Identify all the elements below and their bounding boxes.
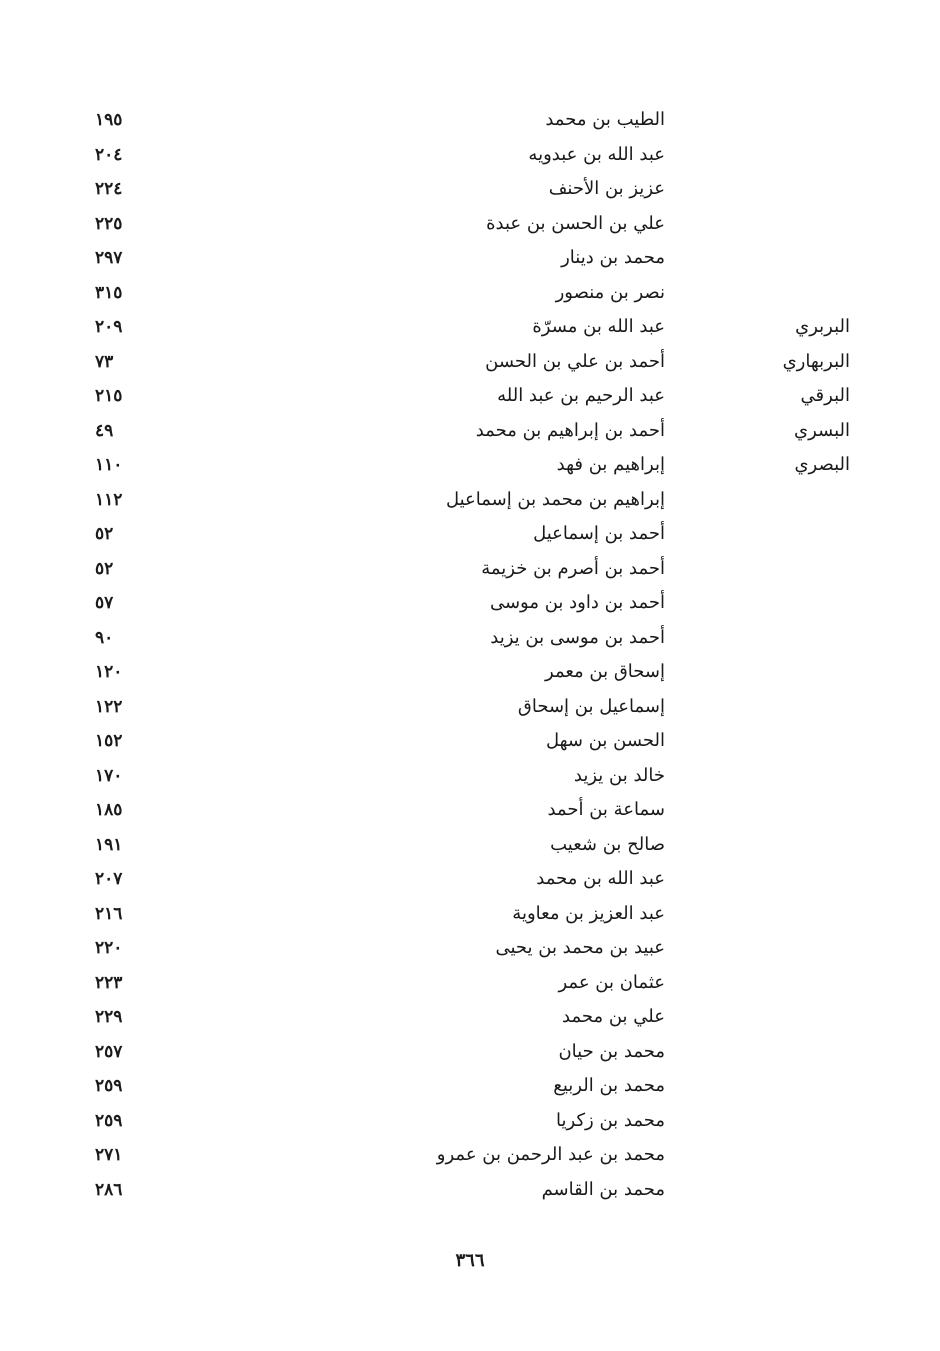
index-entry — [0, 724, 940, 759]
index-entry — [0, 483, 940, 518]
page-reference: ٣١٥ — [95, 282, 123, 303]
person-name: سماعة بن أحمد — [547, 799, 665, 820]
person-name: إسحاق بن معمر — [545, 661, 665, 682]
index-entry — [0, 172, 940, 207]
index-entry — [0, 276, 940, 311]
index-entry — [0, 793, 940, 828]
index-entry — [0, 1000, 940, 1035]
page-reference: ٥٧ — [95, 593, 114, 613]
index-entry — [0, 1069, 940, 1104]
index-entry — [0, 241, 940, 276]
nisba-heading: البسري — [794, 419, 850, 441]
page-reference: ١٢٠ — [95, 662, 123, 682]
page-reference: ٢٠٩ — [95, 317, 123, 337]
page-number: ٣٦٦ — [455, 1250, 485, 1271]
page-reference: ٢٢٤ — [95, 179, 123, 199]
person-name: أحمد بن علي بن الحسن — [485, 350, 665, 372]
person-name: أحمد بن موسى بن يزيد — [490, 626, 665, 648]
person-name: عثمان بن عمر — [558, 971, 665, 993]
person-name: إسماعيل بن إسحاق — [517, 695, 665, 717]
index-entry — [0, 862, 940, 897]
person-name: صالح بن شعيب — [550, 833, 665, 855]
person-name: عبد الله بن مسرّة — [532, 316, 665, 337]
page-reference: ٢١٦ — [95, 903, 123, 924]
person-name: الطيب بن محمد — [545, 109, 665, 130]
page-reference: ٢٢٠ — [95, 938, 123, 958]
nisba-heading: البربري — [795, 316, 850, 337]
index-entry — [0, 897, 940, 932]
page-reference: ١١٢ — [95, 489, 123, 510]
index-entry — [0, 379, 940, 414]
index-list — [0, 103, 940, 1207]
page-reference: ١٧٠ — [95, 765, 123, 786]
person-name: عبد العزيز بن معاوية — [512, 902, 665, 924]
index-entry — [0, 1035, 940, 1070]
nisba-heading: البربهاري — [782, 350, 850, 372]
index-entry — [0, 103, 940, 138]
person-name: أحمد بن أصرم بن خزيمة — [481, 557, 665, 579]
index-entry — [0, 138, 940, 173]
page-reference: ٢٠٤ — [95, 144, 123, 165]
index-entry — [0, 966, 940, 1001]
person-name: خالد بن يزيد — [573, 764, 665, 786]
person-name: عزيز بن الأحنف — [548, 178, 665, 199]
person-name: عبيد بن محمد بن يحيى — [495, 937, 665, 958]
person-name: أحمد بن إبراهيم بن محمد — [475, 419, 665, 441]
person-name: أحمد بن داود بن موسى — [489, 592, 665, 613]
person-name: محمد بن دينار — [561, 247, 665, 268]
page-reference: ٢٩٧ — [95, 248, 123, 268]
person-name: علي بن الحسن بن عبدة — [486, 212, 665, 234]
page-reference: ٢٠٧ — [95, 869, 123, 889]
index-entry — [0, 690, 940, 725]
index-entry — [0, 1104, 940, 1139]
index-entry — [0, 414, 940, 449]
page-reference: ٥٢ — [95, 558, 114, 579]
person-name: إبراهيم بن فهد — [556, 454, 665, 475]
page-reference: ٢١٥ — [95, 386, 123, 406]
index-entry — [0, 586, 940, 621]
nisba-heading: البصري — [794, 454, 850, 475]
person-name: محمد بن حيان — [558, 1040, 665, 1062]
person-name: محمد بن زكريا — [556, 1109, 665, 1131]
page-reference: ٥٢ — [95, 524, 114, 544]
person-name: عبد الرحيم بن عبد الله — [497, 385, 665, 406]
nisba-heading: البرقي — [800, 385, 850, 406]
person-name: محمد بن عبد الرحمن بن عمرو — [436, 1144, 665, 1165]
person-name: عبد الله بن عبدويه — [528, 143, 665, 165]
index-entry — [0, 448, 940, 483]
index-entry — [0, 552, 940, 587]
page-reference: ٢٨٦ — [95, 1179, 123, 1200]
person-name: علي بن محمد — [562, 1006, 665, 1027]
person-name: نصر بن منصور — [555, 281, 665, 303]
index-entry — [0, 931, 940, 966]
index-entry — [0, 345, 940, 380]
person-name: الحسن بن سهل — [545, 730, 665, 751]
person-name: إبراهيم بن محمد بن إسماعيل — [445, 488, 665, 510]
page-reference: ٩٠ — [95, 627, 114, 648]
page-reference: ١٨٥ — [95, 800, 123, 820]
page-reference: ٢٥٩ — [95, 1110, 123, 1131]
page-reference: ٢٢٩ — [95, 1007, 123, 1027]
page-reference: ١٩٥ — [95, 110, 123, 130]
page-reference: ٢٧١ — [95, 1145, 123, 1165]
page-reference: ١٢٢ — [95, 696, 123, 717]
page-reference: ٤٩ — [95, 420, 114, 441]
page-reference: ٧٣ — [95, 351, 114, 372]
index-entry — [0, 1138, 940, 1173]
page-reference: ١٩١ — [95, 834, 123, 855]
page-reference: ١٥٢ — [95, 731, 123, 751]
page-reference: ٢٢٥ — [95, 213, 123, 234]
person-name: محمد بن القاسم — [541, 1178, 665, 1200]
index-entry — [0, 310, 940, 345]
index-entry — [0, 621, 940, 656]
person-name: أحمد بن إسماعيل — [533, 523, 665, 544]
page-reference: ١١٠ — [95, 455, 123, 475]
page-reference: ٢٥٩ — [95, 1076, 123, 1096]
index-entry — [0, 828, 940, 863]
page-reference: ٢٢٣ — [95, 972, 123, 993]
index-entry — [0, 1173, 940, 1208]
index-entry — [0, 759, 940, 794]
person-name: عبد الله بن محمد — [536, 868, 665, 889]
index-entry — [0, 517, 940, 552]
page-reference: ٢٥٧ — [95, 1041, 123, 1062]
index-entry — [0, 655, 940, 690]
index-entry — [0, 207, 940, 242]
person-name: محمد بن الربيع — [553, 1075, 665, 1096]
